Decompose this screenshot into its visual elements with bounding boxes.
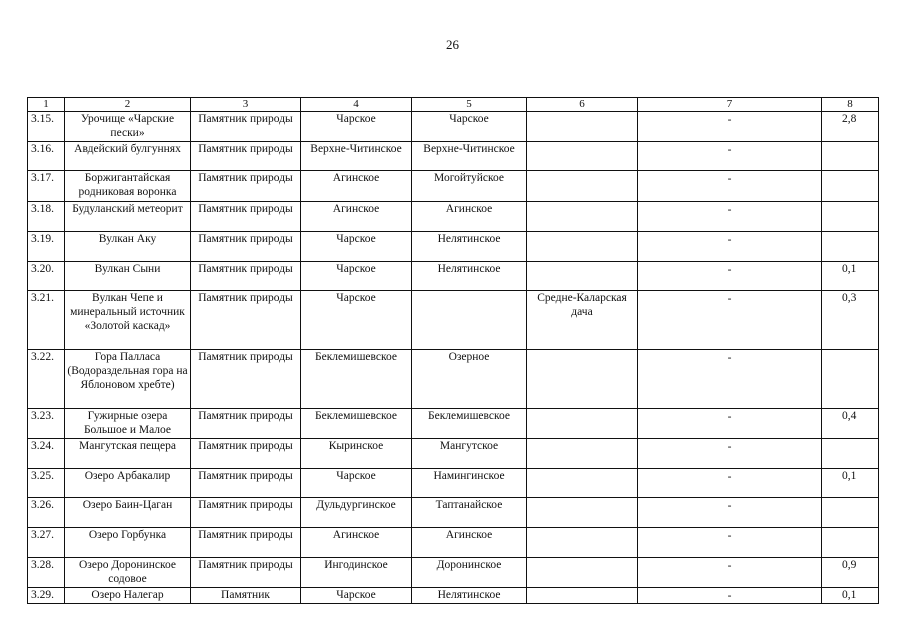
settlement-name: Нелятинское (412, 588, 527, 604)
forestry-name (527, 142, 638, 171)
column-7-value: - (638, 171, 822, 202)
object-category: Памятник (191, 588, 301, 604)
row-number: 3.15. (28, 112, 65, 142)
area-value: 2,8 (822, 112, 879, 142)
settlement-name: Чарское (412, 112, 527, 142)
row-number: 3.16. (28, 142, 65, 171)
forestry-name (527, 409, 638, 439)
object-name: Авдейский булгуннях (65, 142, 191, 171)
district-name: Беклемишевское (301, 409, 412, 439)
object-name: Гора Палласа (Водораздельная гора на Яблоновом хребте) (65, 350, 191, 409)
column-header: 5 (412, 98, 527, 112)
row-number: 3.19. (28, 232, 65, 262)
settlement-name: Агинское (412, 528, 527, 558)
row-number: 3.23. (28, 409, 65, 439)
district-name: Чарское (301, 291, 412, 350)
column-header: 6 (527, 98, 638, 112)
column-7-value: - (638, 262, 822, 291)
object-name: Озеро Налегар (65, 588, 191, 604)
row-number: 3.24. (28, 439, 65, 469)
area-value (822, 528, 879, 558)
forestry-name (527, 528, 638, 558)
object-category: Памятник природы (191, 350, 301, 409)
settlement-name: Беклемишевское (412, 409, 527, 439)
row-number: 3.21. (28, 291, 65, 350)
object-name: Гужирные озера Большое и Малое (65, 409, 191, 439)
forestry-name (527, 112, 638, 142)
object-name: Мангутская пещера (65, 439, 191, 469)
column-header: 8 (822, 98, 879, 112)
column-7-value: - (638, 498, 822, 528)
table-row (28, 588, 879, 604)
column-7-value: - (638, 232, 822, 262)
row-number: 3.20. (28, 262, 65, 291)
page-number: 26 (446, 37, 459, 52)
object-name: Озеро Доронинское содовое (65, 558, 191, 588)
column-7-value: - (638, 439, 822, 469)
settlement-name: Агинское (412, 202, 527, 232)
object-name: Будуланский метеорит (65, 202, 191, 232)
forestry-name: Средне-Каларская дача (527, 291, 638, 350)
area-value: 0,4 (822, 409, 879, 439)
forestry-name (527, 202, 638, 232)
district-name: Беклемишевское (301, 350, 412, 409)
district-name: Агинское (301, 202, 412, 232)
settlement-name: Могойтуйское (412, 171, 527, 202)
column-header: 2 (65, 98, 191, 112)
column-header: 3 (191, 98, 301, 112)
table-row (28, 439, 879, 469)
area-value: 0,1 (822, 262, 879, 291)
object-category: Памятник природы (191, 498, 301, 528)
forestry-name (527, 469, 638, 498)
column-7-value: - (638, 469, 822, 498)
row-number: 3.22. (28, 350, 65, 409)
object-category: Памятник природы (191, 142, 301, 171)
object-category: Памятник природы (191, 439, 301, 469)
column-7-value: - (638, 350, 822, 409)
district-name: Чарское (301, 112, 412, 142)
column-7-value: - (638, 142, 822, 171)
forestry-name (527, 588, 638, 604)
forestry-name (527, 439, 638, 469)
forestry-name (527, 350, 638, 409)
object-name: Озеро Горбунка (65, 528, 191, 558)
table-row (28, 112, 879, 142)
settlement-name: Доронинское (412, 558, 527, 588)
column-7-value: - (638, 528, 822, 558)
row-number: 3.29. (28, 588, 65, 604)
district-name: Чарское (301, 232, 412, 262)
area-value (822, 350, 879, 409)
area-value: 0,1 (822, 588, 879, 604)
district-name: Чарское (301, 469, 412, 498)
object-category: Памятник природы (191, 469, 301, 498)
settlement-name (412, 291, 527, 350)
object-category: Памятник природы (191, 558, 301, 588)
object-name: Вулкан Чепе и минеральный источник «Золотой каскад» (65, 291, 191, 350)
column-header: 7 (638, 98, 822, 112)
object-category: Памятник природы (191, 202, 301, 232)
district-name: Чарское (301, 262, 412, 291)
table-row (28, 142, 879, 171)
district-name: Агинское (301, 171, 412, 202)
settlement-name: Мангутское (412, 439, 527, 469)
table-row (28, 171, 879, 202)
row-number: 3.27. (28, 528, 65, 558)
protected-areas-table (27, 97, 879, 604)
area-value: 0,1 (822, 469, 879, 498)
district-name: Агинское (301, 528, 412, 558)
table-row (28, 528, 879, 558)
area-value (822, 142, 879, 171)
table-row (28, 558, 879, 588)
column-7-value: - (638, 291, 822, 350)
district-name: Верхне-Читинское (301, 142, 412, 171)
object-name: Боржигантайская родниковая воронка (65, 171, 191, 202)
forestry-name (527, 262, 638, 291)
forestry-name (527, 558, 638, 588)
object-category: Памятник природы (191, 112, 301, 142)
row-number: 3.28. (28, 558, 65, 588)
settlement-name: Озерное (412, 350, 527, 409)
area-value (822, 202, 879, 232)
object-name: Озеро Баин-Цаган (65, 498, 191, 528)
object-category: Памятник природы (191, 232, 301, 262)
area-value (822, 171, 879, 202)
table-row (28, 469, 879, 498)
area-value: 0,3 (822, 291, 879, 350)
area-value (822, 439, 879, 469)
settlement-name: Таптанайское (412, 498, 527, 528)
forestry-name (527, 232, 638, 262)
object-category: Памятник природы (191, 291, 301, 350)
district-name: Дульдургинское (301, 498, 412, 528)
object-category: Памятник природы (191, 409, 301, 439)
settlement-name: Верхне-Читинское (412, 142, 527, 171)
column-7-value: - (638, 112, 822, 142)
forestry-name (527, 498, 638, 528)
table-row (28, 409, 879, 439)
table-row (28, 202, 879, 232)
district-name: Чарское (301, 588, 412, 604)
row-number: 3.17. (28, 171, 65, 202)
object-name: Вулкан Сыни (65, 262, 191, 291)
settlement-name: Нелятинское (412, 232, 527, 262)
forestry-name (527, 171, 638, 202)
district-name: Ингодинское (301, 558, 412, 588)
table-row (28, 232, 879, 262)
column-header: 1 (28, 98, 65, 112)
row-number: 3.25. (28, 469, 65, 498)
settlement-name: Нелятинское (412, 262, 527, 291)
object-category: Памятник природы (191, 171, 301, 202)
column-7-value: - (638, 588, 822, 604)
table-row (28, 498, 879, 528)
table-row (28, 291, 879, 350)
column-7-value: - (638, 558, 822, 588)
area-value (822, 232, 879, 262)
column-header: 4 (301, 98, 412, 112)
row-number: 3.26. (28, 498, 65, 528)
column-7-value: - (638, 409, 822, 439)
object-name: Вулкан Аку (65, 232, 191, 262)
area-value (822, 498, 879, 528)
row-number: 3.18. (28, 202, 65, 232)
table-row (28, 262, 879, 291)
object-name: Озеро Арбакалир (65, 469, 191, 498)
header-row (28, 98, 879, 112)
area-value: 0,9 (822, 558, 879, 588)
object-name: Урочище «Чарские пески» (65, 112, 191, 142)
table-body (28, 112, 879, 604)
column-7-value: - (638, 202, 822, 232)
table-row (28, 350, 879, 409)
object-category: Памятник природы (191, 528, 301, 558)
district-name: Кыринское (301, 439, 412, 469)
object-category: Памятник природы (191, 262, 301, 291)
settlement-name: Намингинское (412, 469, 527, 498)
